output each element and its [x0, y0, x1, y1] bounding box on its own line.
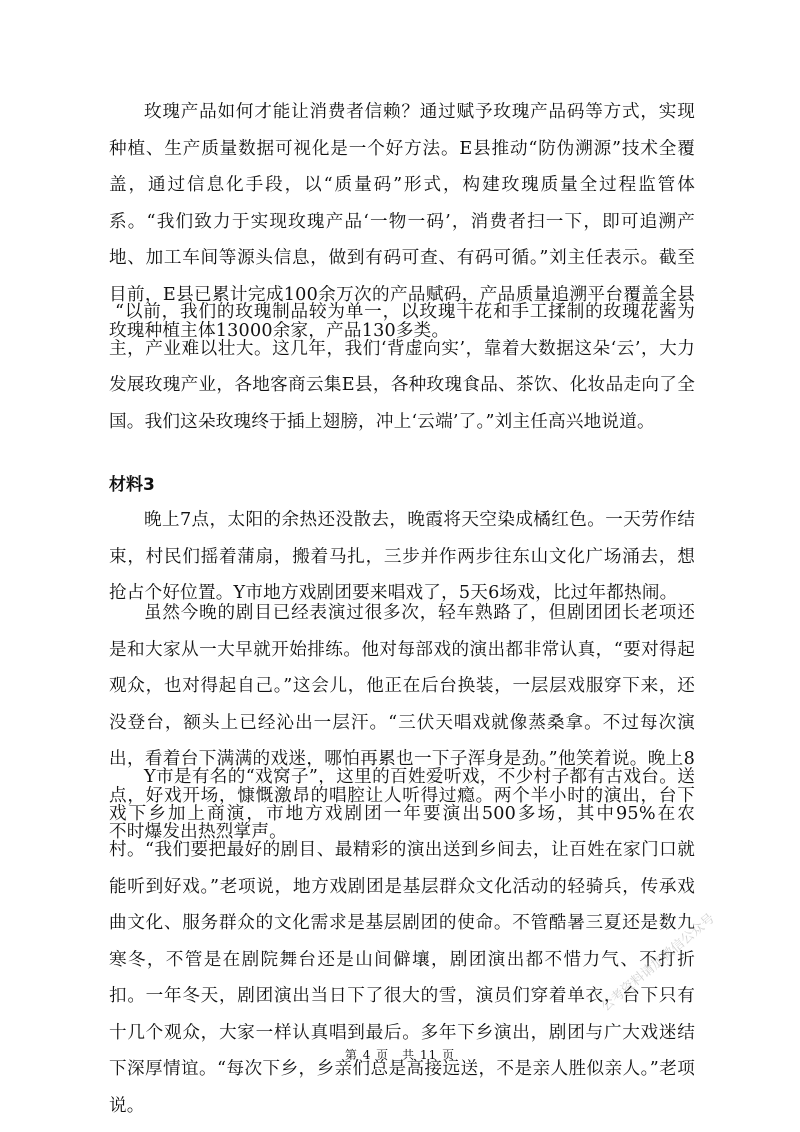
- paragraph-opera-village: Y市是有名的“戏窝子”，这里的百姓爱听戏，不少村子都有古戏台。送戏下乡加上商演，市地方戏剧团一年要演出500多场，其中95%在农村。“我们要把最好的剧目、最精彩的演出送到乡间去，让百姓在家门口就能听到好戏。”老项说，地方戏剧团是基层群众文化活动的轻骑兵，传承戏曲文化、服务群众的文化需求是基层剧团的使命。不管酷暑三夏还是数九寒冬，不管是在剧院舞台还是山间僻壤，剧团演出都不惜力气、不打折扣。一年冬天，剧团演出当日下了很大的雪，演员们穿着单衣，台下只有十几个观众，大家一样认真唱到最后。多年下乡演出，剧团与广大戏迷结下深厚情谊。“每次下乡，乡亲们总是高接远送，不是亲人胜似亲人。”老项说。: [109, 767, 695, 1116]
- paragraph-troupe-rehearsal: 虽然今晚的剧目已经表演过很多次，轻车熟路了，但剧团团长老项还是和大家从一大早就开始排练。他对每部戏的演出都非常认真，“要对得起观众，也对得起自己。”这会儿，他正在后台换装，一层层戏服穿下来，还没登台，额头上已经沁出一层汗。“三伏天唱戏就像蒸桑拿。不过每次演出，看着台下满满的戏迷，哪怕再累也一下子浑身是劲。”他笑着说。晚上8点，好戏开场，慷慨激昂的唱腔让人听得过瘾。两个半小时的演出，台下不时爆发出热烈掌声。: [109, 603, 695, 842]
- paragraph-evening-opera: 晚上7点，太阳的余热还没散去，晚霞将天空染成橘红色。一天劳作结束，村民们摇着蒲扇，搬着马扎，三步并作两步往东山文化广场涌去，想抢占个好位置。Y市地方戏剧团要来唱戏了，5天6场戏，比过年都热闹。: [109, 510, 695, 603]
- page-number-footer: 第 4 页 共 11 页: [344, 1048, 456, 1062]
- paragraph-rose-qr-traceability: 玫瑰产品如何才能让消费者信赖？通过赋予玫瑰产品码等方式，实现种植、生产质量数据可视化是一个好方法。E县推动“防伪溯源”技术全覆盖，通过信息化手段，以“质量码”形式，构建玫瑰质量全过程监管体系。“我们致力于实现玫瑰产品‘一物一码’，消费者扫一下，即可追溯产地、加工车间等源头信息，做到有码可查、有码可循。”刘主任表示。截至目前，E县已累计完成100余万次的产品赋码，产品质量追溯平台覆盖全县玫瑰种植主体13000余家，产品130多类。: [109, 102, 695, 341]
- watermark-text: 公考资料请加微信公众号: [598, 911, 718, 1015]
- section-heading-material-3: 材料3: [109, 475, 155, 495]
- paragraph-rose-cloud-industry: “以前，我们的玫瑰制品较为单一，以玫瑰干花和手工揉制的玫瑰花酱为主，产业难以壮大。这几年，我们‘背虚向实’，靠着大数据这朵‘云’，大力发展玫瑰产业，各地客商云集E县，各种玫瑰食品、茶饮、化妆品走向了全国。我们这朵玫瑰终于插上翅膀，冲上‘云端’了。”刘主任高兴地说道。: [109, 302, 695, 432]
